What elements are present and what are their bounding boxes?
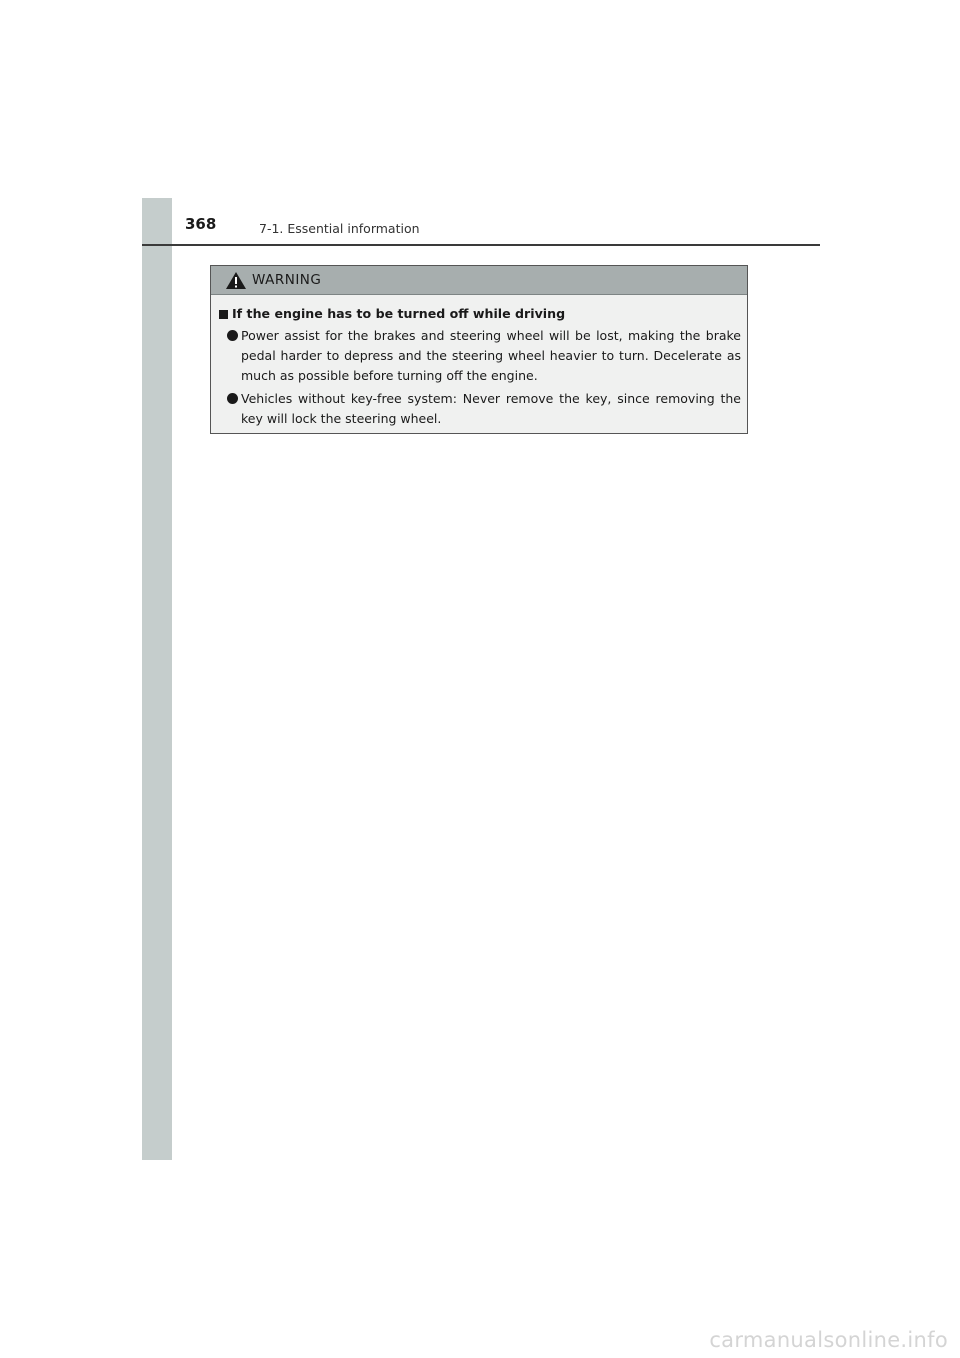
site-watermark: carmanualsonline.info <box>709 1328 948 1352</box>
list-item <box>227 326 741 386</box>
bullet-text: Vehicles without key-free system: Never remove the key, since removing the key will lock the steering wheel. <box>241 391 741 426</box>
section-title: 7-1. Essential information <box>259 221 420 236</box>
square-bullet-icon <box>219 310 228 319</box>
side-strip <box>142 198 172 1160</box>
warning-body <box>211 295 747 429</box>
round-bullet-icon <box>227 393 238 404</box>
page-number: 368 <box>185 215 217 233</box>
warning-box <box>210 265 748 434</box>
bullet-text: Power assist for the brakes and steering wheel will be lost, making the brake pedal harder to depress and the steering wheel heavier to turn. Decelerate as much as possible before turning off the engine. <box>241 328 741 383</box>
header-divider <box>142 244 820 246</box>
warning-heading <box>219 305 741 323</box>
warning-header <box>211 266 747 295</box>
warning-heading-text: If the engine has to be turned off while driving <box>232 306 566 321</box>
round-bullet-icon <box>227 330 238 341</box>
list-item <box>227 389 741 429</box>
warning-label: WARNING <box>252 272 322 288</box>
warning-triangle-icon <box>225 271 247 290</box>
